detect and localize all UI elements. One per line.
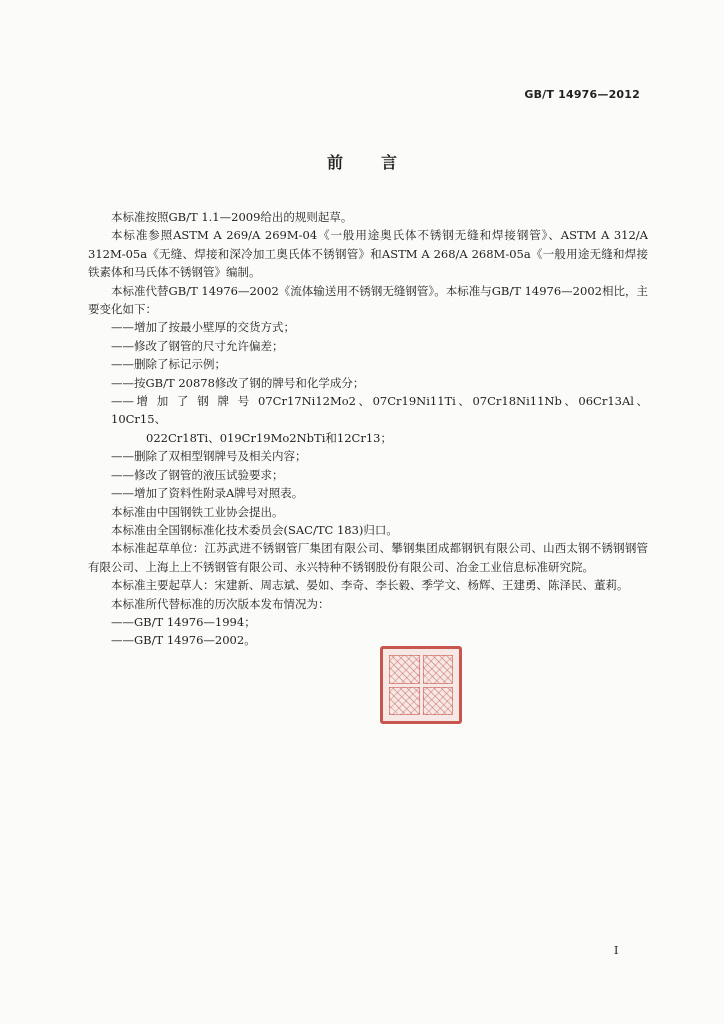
- list-item-continuation: 022Cr18Ti、019Cr19Mo2NbTi和12Cr13；: [146, 430, 392, 445]
- paragraph-history: 本标准所代替标准的历次版本发布情况为：: [111, 596, 330, 611]
- list-item: ——增加了按最小壁厚的交货方式；: [111, 320, 295, 335]
- paragraph-drafting-units: 本标准起草单位：江苏武进不锈钢管厂集团有限公司、攀钢集团成都钢钒有限公司、山西太钢不锈钢钢管有限公司、上海上上不锈钢管有限公司、永兴特种不锈钢股份有限公司、冶金工业信息标准研究院。: [88, 541, 648, 574]
- list-item: ——按GB/T 20878修改了钢的牌号和化学成分；: [111, 375, 365, 390]
- paragraph-references: 本标准参照ASTM A 269/A 269M-04《一般用途奥氏体不锈钢无缝和焊接钢管》、ASTM A 312/A 312M-05a《无缝、焊接和深冷加工奥氏体不锈钢管》和ASTM A 268/A 268M-05a《一般用途无缝和焊接铁素体和马氏体不锈钢管》编制。: [88, 228, 648, 280]
- list-item-steel-grades: [88, 392, 648, 447]
- paragraph-drafters: 本标准主要起草人：宋建新、周志斌、晏如、李奇、李长毅、季学文、杨辉、王建勇、陈泽民、董莉。: [111, 578, 629, 593]
- paragraph-centralized: 本标准由全国钢标准化技术委员会(SAC/TC 183)归口。: [111, 522, 398, 537]
- list-item: ——GB/T 14976—2002。: [111, 633, 256, 648]
- page-number: I: [614, 944, 619, 957]
- list-item: ——GB/T 14976—1994；: [111, 614, 256, 629]
- list-item-line: ——增 加 了 钢 牌 号 07Cr17Ni12Mo2、07Cr19Ni11Ti、07Cr18Ni11Nb、06Cr13Al、10Cr15、: [111, 394, 648, 427]
- list-item: ——删除了标记示例；: [111, 357, 226, 372]
- list-item: ——删除了双相型钢牌号及相关内容；: [111, 449, 307, 464]
- paragraph-drafting-rules: 本标准按照GB/T 1.1—2009给出的规则起草。: [111, 210, 353, 224]
- paragraph-replacement: 本标准代替GB/T 14976—2002《流体输送用不锈钢无缝钢管》。本标准与GB/T 14976—2002相比，主要变化如下：: [88, 283, 648, 317]
- page-title: 前言: [326, 153, 435, 172]
- list-item: ——修改了钢管的液压试验要求；: [111, 467, 284, 482]
- list-item: ——增加了资料性附录A牌号对照表。: [111, 486, 304, 501]
- preface-body: [88, 208, 648, 650]
- list-item: ——修改了钢管的尺寸允许偏差；: [111, 338, 284, 353]
- standard-number: GB/T 14976—2012: [524, 88, 640, 101]
- seal-stamp-icon: [380, 646, 462, 724]
- paragraph-proposer: 本标准由中国钢铁工业协会提出。: [111, 504, 284, 519]
